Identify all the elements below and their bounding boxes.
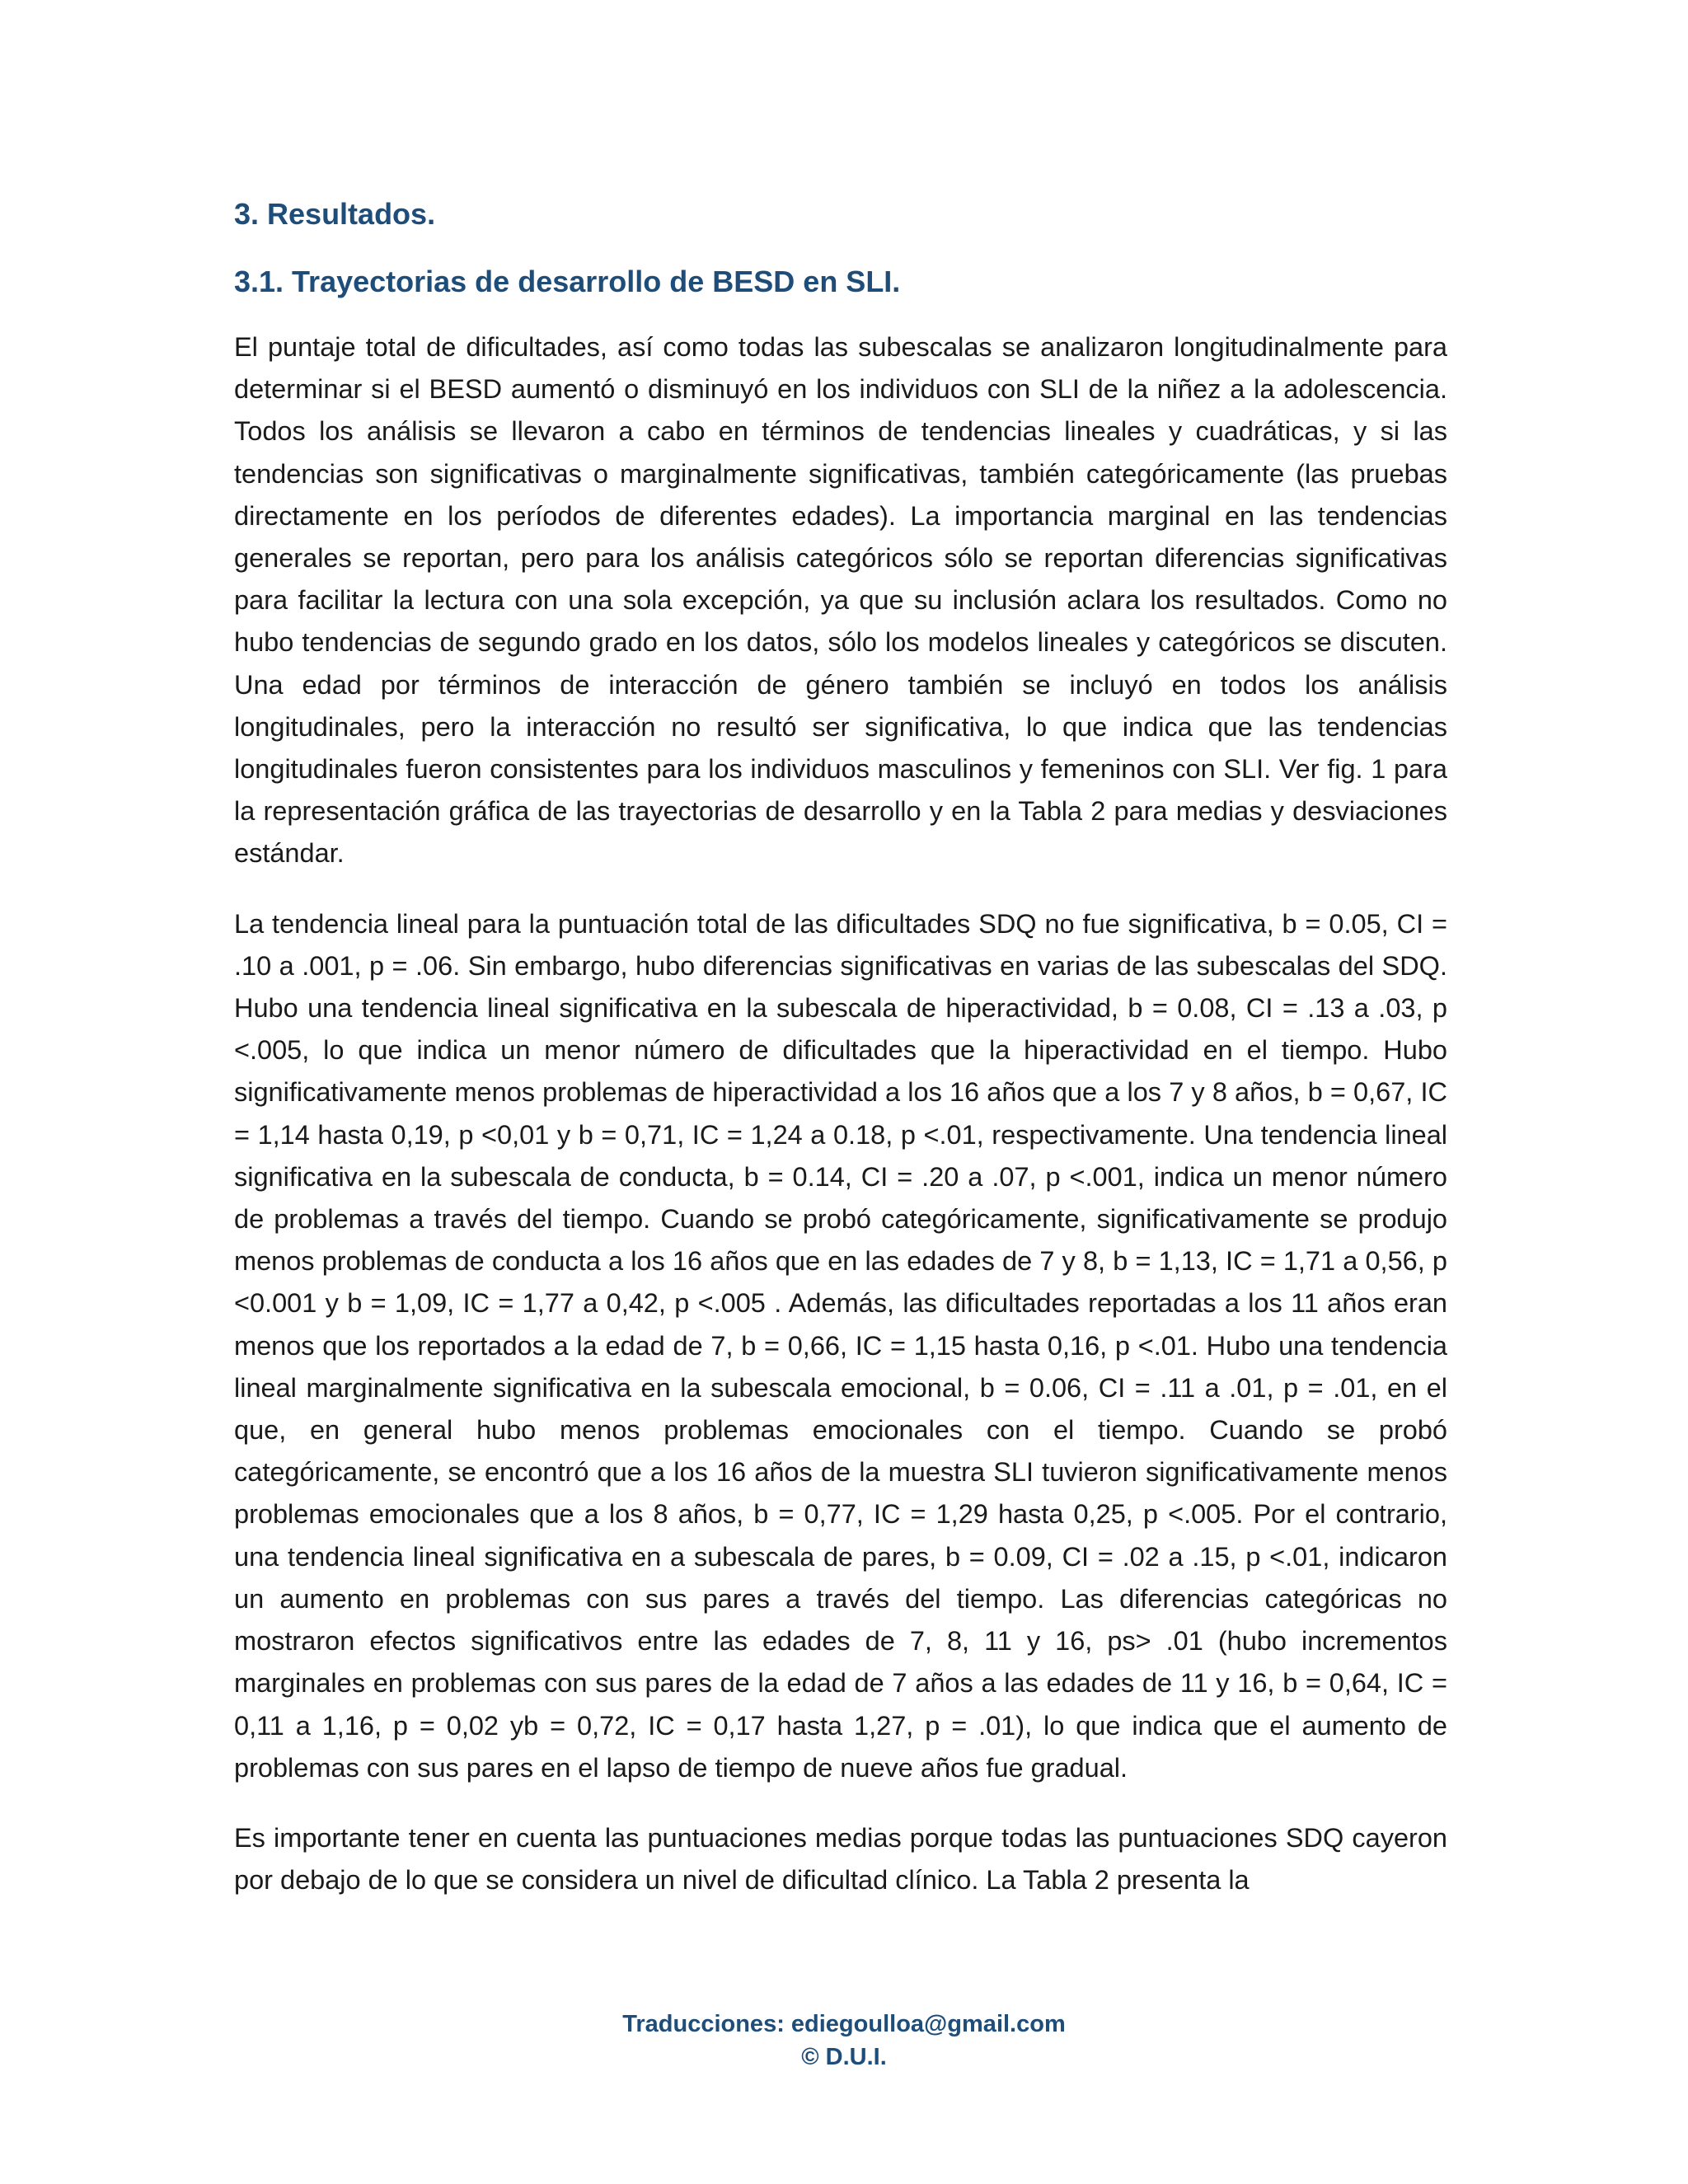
subsection-title: 3.1. Trayectorias de desarrollo de BESD en SLI.: [234, 265, 901, 298]
paragraph-3: Es importante tener en cuenta las puntuaciones medias porque todas las puntuaciones SDQ cayeron por debajo de lo que se considera un nivel de dificultad clínico. La Tabla 2 presenta la: [234, 1822, 1447, 1896]
section-title: 3. Resultados.: [234, 197, 436, 231]
page-footer: [0, 2008, 1688, 2074]
footer-translator-credit: Traducciones: ediegoulloa@gmail.com: [622, 2011, 1066, 2037]
document-body: [234, 191, 1447, 1929]
paragraph-1: El puntaje total de dificultades, así como todas las subescalas se analizaron longitudinalmente para determinar si el BESD aumentó o disminuyó en los individuos con SLI de la niñez a la adolescencia. Todos los análisis se llevaron a cabo en términos de tendencias lineales y cuadráticas, y si las tendencias son significativas o marginalmente significativas, también categóricamente (las pruebas directamente en los períodos de diferentes edades). La importancia marginal en las tendencias generales se reportan, pero para los análisis categóricos sólo se reportan diferencias significativas para facilitar la lectura con una sola excepción, ya que su inclusión aclara los resultados. Como no hubo tendencias de segundo grado en los datos, sólo los modelos lineales y categóricos se discuten. Una edad por términos de interacción de género también se incluyó en todos los análisis longitudinales, pero la interacción no resultó ser significativa, lo que indica que las tendencias longitudinales fueron consistentes para los individuos masculinos y femeninos con SLI. Ver fig. 1 para la representación gráfica de las trayectorias de desarrollo y en la Tabla 2 para medias y desviaciones estándar.: [234, 332, 1447, 869]
footer-copyright: © D.U.I.: [801, 2044, 887, 2070]
paragraph-2: La tendencia lineal para la puntuación total de las dificultades SDQ no fue significativa, b = 0.05, CI = .10 a .001, p = .06. Sin embargo, hubo diferencias significativas en varias de las subescalas del SDQ. Hubo una tendencia lineal significativa en la subescala de hiperactividad, b = 0.08, CI = .13 a .03, p <.005, lo que indica un menor número de dificultades que la hiperactividad en el tiempo. Hubo significativamente menos problemas de hiperactividad a los 16 años que a los 7 y 8 años, b = 0,67, IC = 1,14 hasta 0,19, p <0,01 y b = 0,71, IC = 1,24 a 0.18, p <.01, respectivamente. Una tendencia lineal significativa en la subescala de conducta, b = 0.14, CI = .20 a .07, p <.001, indica un menor número de problemas a través del tiempo. Cuando se probó categóricamente, significativamente se produjo menos problemas de conducta a los 16 años que en las edades de 7 y 8, b = 1,13, IC = 1,71 a 0,56, p <0.001 y b = 1,09, IC = 1,77 a 0,42, p <.005 . Además, las dificultades reportadas a los 11 años eran menos que los reportados a la edad de 7, b = 0,66, IC = 1,15 hasta 0,16, p <.01. Hubo una tendencia lineal marginalmente significativa en la subescala emocional, b = 0.06, CI = .11 a .01, p = .01, en el que, en general hubo menos problemas emocionales con el tiempo. Cuando se probó categóricamente, se encontró que a los 16 años de la muestra SLI tuvieron significativamente menos problemas emocionales que a los 8 años, b = 0,77, IC = 1,29 hasta 0,25, p <.005. Por el contrario, una tendencia lineal significativa en a subescala de pares, b = 0.09, CI = .02 a .15, p <.01, indicaron un aumento en problemas con sus pares a través del tiempo. Las diferencias categóricas no mostraron efectos significativos entre las edades de 7, 8, 11 y 16, ps> .01 (hubo incrementos marginales en problemas con sus pares de la edad de 7 años a las edades de 11 y 16, b = 0,64, IC = 0,11 a 1,16, p = 0,02 yb = 0,72, IC = 0,17 hasta 1,27, p = .01), lo que indica que el aumento de problemas con sus pares en el lapso de tiempo de nueve años fue gradual.: [234, 908, 1447, 1783]
